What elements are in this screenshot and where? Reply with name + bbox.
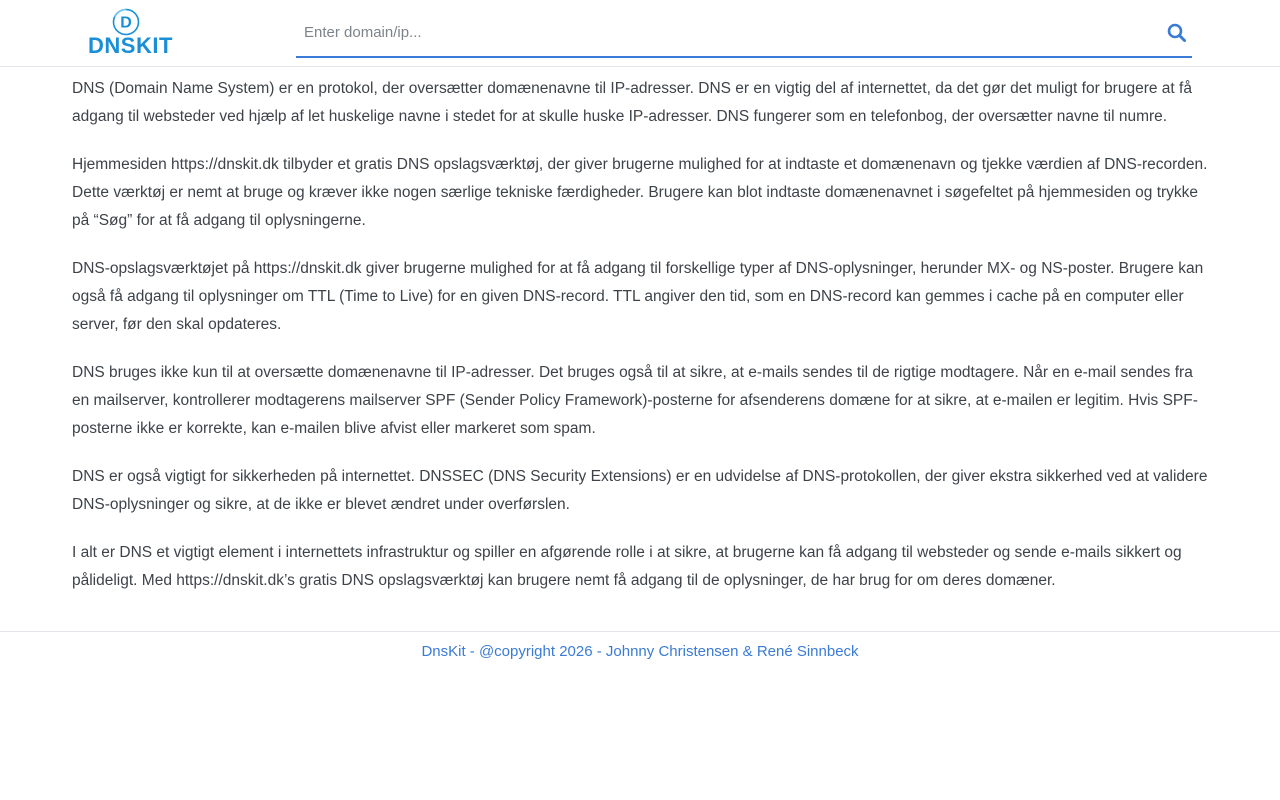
domain-search-input[interactable] [296, 14, 1146, 50]
footer [0, 631, 1280, 673]
search-icon[interactable] [1166, 22, 1188, 44]
dnskit-logo[interactable] [86, 6, 173, 60]
paragraph: DNS er også vigtigt for sikkerheden på internettet. DNSSEC (DNS Security Extensions) er en udvidelse af DNS-protokollen, der giver ekstra sikkerhed ved at validere DNS-oplysninger og sikre, at de ikke er blevet ændret under overførslen. [72, 468, 1208, 513]
logo-letter: D [120, 14, 132, 32]
paragraph: DNS-opslagsværktøjet på https://dnskit.dk giver brugerne mulighed for at få adgang til forskellige typer af DNS-oplysninger, herunder MX- og NS-poster. Brugere kan også få adgang til oplysninger om TTL (Time to Live) for en given DNS-record. TTL angiver den tid, som en DNS-record kan gemmes i cache på en computer eller server, før den skal opdateres. [72, 260, 1204, 333]
article-content [72, 75, 1208, 615]
logo-text: DNSKIT [88, 33, 173, 58]
logo-mark-icon [112, 8, 140, 36]
header [0, 0, 1280, 67]
paragraph: DNS bruges ikke kun til at oversætte domænenavne til IP-adresser. Det bruges også til at sikre, at e-mails sendes til de rigtige modtagere. Når en e-mail sendes fra en mailserver, kontrollerer modtagerens mailserver SPF (Sender Policy Framework)-posterne for afsenderens domæne for at sikre, at e-mailen er legitim. Hvis SPF-posterne ikke er korrekte, kan e-mailen blive afvist eller markeret som spam. [72, 364, 1198, 437]
paragraph: Hjemmesiden https://dnskit.dk tilbyder et gratis DNS opslagsværktøj, der giver brugerne mulighed for at indtaste et domænenavn og tjekke værdien af DNS-recorden. Dette værktøj er nemt at bruge og kræver ikke nogen særlige tekniske færdigheder. Brugere kan blot indtaste domænenavnet i søgefeltet på hjemmesiden og trykke på “Søg” for at få adgang til oplysningerne. [72, 156, 1208, 229]
paragraph: I alt er DNS et vigtigt element i internettets infrastruktur og spiller en afgørende rolle i at sikre, at brugerne kan få adgang til websteder og sende e-mails sikkert og pålideligt. Med https://dnskit.dk’s gratis DNS opslagsværktøj kan brugere nemt få adgang til de oplysninger, de har brug for om deres domæner. [72, 544, 1182, 589]
footer-copyright-link[interactable]: DnsKit - @copyright 2026 - Johnny Christensen & René Sinnbeck [421, 643, 859, 660]
paragraph: DNS (Domain Name System) er en protokol, der oversætter domænenavne til IP-adresser. DNS er en vigtig del af internettet, da det gør det muligt for brugere at få adgang til websteder ved hjælp af let huskelige navne i stedet for at skulle huske IP-adresser. DNS fungerer som en telefonbog, der oversætter navne til numre. [72, 80, 1192, 125]
search-bar [296, 8, 1192, 58]
